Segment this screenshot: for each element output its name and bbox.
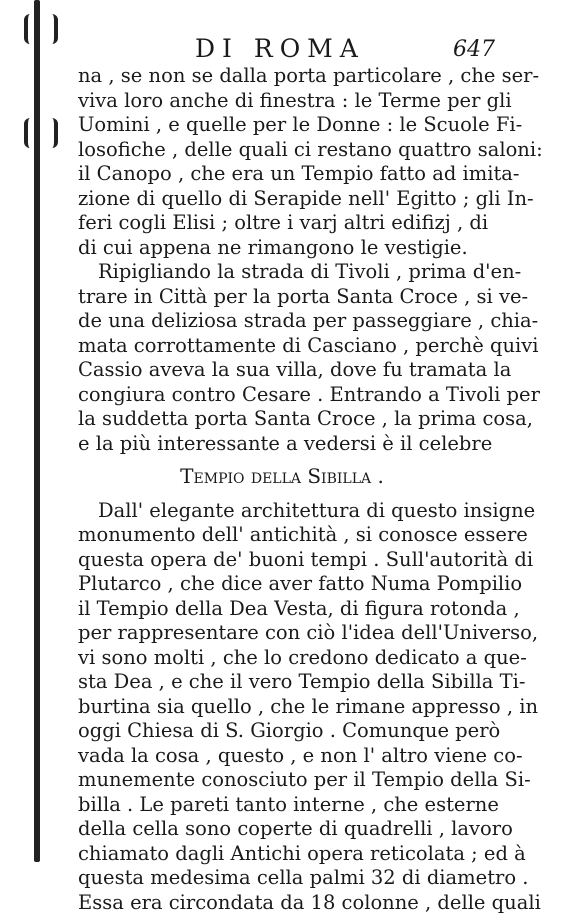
text-line: monumento dell' antichità , si conosce essere	[78, 523, 486, 548]
text-line: losofiche , delle quali ci restano quattro saloni:	[78, 138, 486, 163]
text-line: burtina sia quello , che le rimane appresso , in	[78, 695, 486, 720]
text-line: questa opera de' buoni tempi . Sull'autorità di	[78, 548, 486, 573]
page-number: 647	[453, 37, 495, 62]
text-line: Dall' elegante architettura di questo insigne	[78, 499, 486, 524]
text-line: della cella sono coperte di quadrelli , lavoro	[78, 817, 486, 842]
text-line: viva loro anche di finestra : le Terme per gli	[78, 89, 486, 114]
text-line: trare in Città per la porta Santa Croce , si ve-	[78, 285, 486, 310]
text-line: la suddetta porta Santa Croce , la prima cosa,	[78, 407, 486, 432]
text-line: billa . Le pareti tanto interne , che esterne	[78, 793, 486, 818]
text-line: feri cogli Elisi ; oltre i varj altri edifizj , di	[78, 211, 486, 236]
text-line: il Tempio della Dea Vesta, di figura rotonda ,	[78, 597, 486, 622]
text-line: Uomini , e quelle per le Donne : le Scuole Fi-	[78, 113, 486, 138]
binding-mark	[24, 118, 58, 148]
text-line: Plutarco , che dice aver fatto Numa Pompilio	[78, 572, 486, 597]
text-line: munemente conosciuto per il Tempio della Si-	[78, 768, 486, 793]
text-line: vi sono molti , che lo credono dedicato a que-	[78, 646, 486, 671]
text-line: Essa era circondata da 18 colonne , delle quali	[78, 891, 486, 915]
text-line: Cassio aveva la sua villa, dove fu tramata la	[78, 358, 486, 383]
text-line: sta Dea , e che il vero Tempio della Sibilla Ti-	[78, 670, 486, 695]
text-line: questa medesima cella palmi 32 di diametro .	[78, 866, 486, 891]
text-line: chiamato dagli Antichi opera reticolata ; ed à	[78, 842, 486, 867]
binding-mark	[24, 14, 58, 44]
text-line: congiura contro Cesare . Entrando a Tivoli per	[78, 383, 486, 408]
section-heading: Tempio della Sibilla .	[78, 464, 486, 489]
text-line: Ripigliando la strada di Tivoli , prima d'en-	[78, 260, 486, 285]
paragraph	[78, 260, 486, 456]
page-body	[78, 64, 486, 915]
text-line: vada la cosa , questo , e non l' altro viene co-	[78, 744, 486, 769]
running-title: DI ROMA	[195, 34, 365, 63]
text-line: na , se non se dalla porta particolare , che ser-	[78, 64, 486, 89]
text-line: e la più interessante a vedersi è il celebre	[78, 432, 486, 457]
paragraph	[78, 64, 486, 260]
paragraph	[78, 499, 486, 915]
text-line: di cui appena ne rimangono le vestigie.	[78, 236, 486, 261]
text-line: per rappresentare con ciò l'idea dell'Universo,	[78, 621, 486, 646]
text-line: oggi Chiesa di S. Giorgio . Comunque però	[78, 719, 486, 744]
text-line: zione di quello di Serapide nell' Egitto ; gli In-	[78, 187, 486, 212]
text-line: de una deliziosa strada per passeggiare , chia-	[78, 309, 486, 334]
text-line: mata corrottamente di Casciano , perchè quivi	[78, 334, 486, 359]
text-line: il Canopo , che era un Tempio fatto ad imita-	[78, 162, 486, 187]
